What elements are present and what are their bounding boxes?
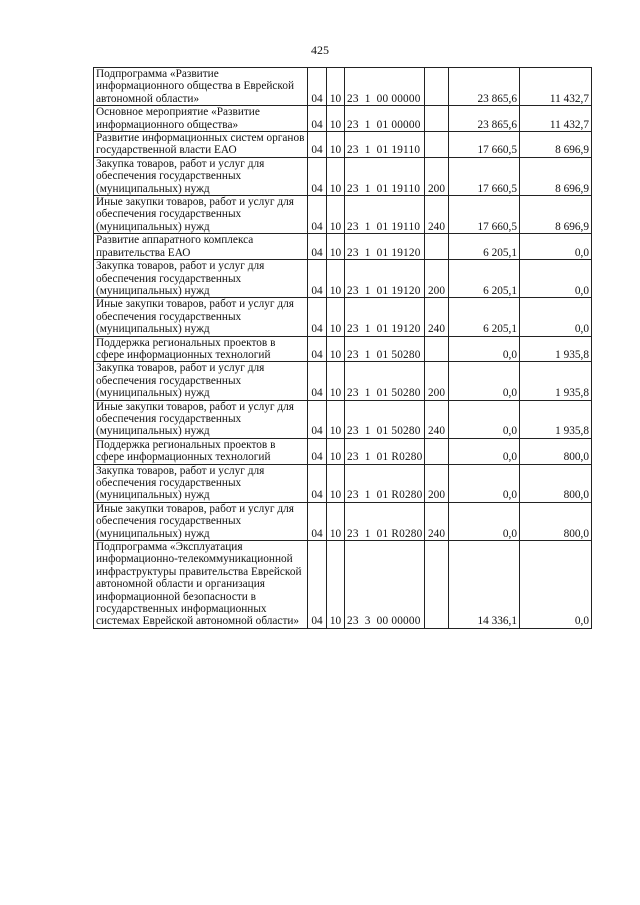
- expense-type-cell: [425, 106, 449, 132]
- table-row: [94, 400, 592, 438]
- row-name-cell: Поддержка региональных проектов в сфере информационных технологий: [94, 336, 308, 362]
- amount-cell-1: 0,0: [449, 362, 520, 400]
- amount-cell-2: 0,0: [520, 298, 592, 336]
- row-name-cell: Развитие информационных систем органов государственной власти ЕАО: [94, 132, 308, 158]
- amount-cell-1: 0,0: [449, 464, 520, 502]
- amount-cell-1: 0,0: [449, 438, 520, 464]
- table-row: [94, 336, 592, 362]
- expense-type-cell: [425, 336, 449, 362]
- row-name-cell: Закупка товаров, работ и услуг для обеспечения государственных (муниципальных) нужд: [94, 464, 308, 502]
- subsection-code-cell: 10: [327, 157, 345, 195]
- amount-cell-2: 1 935,8: [520, 336, 592, 362]
- target-article-cell: 23 1 01 19120: [345, 234, 425, 260]
- amount-cell-2: 800,0: [520, 464, 592, 502]
- target-article-cell: 23 3 00 00000: [345, 541, 425, 629]
- expense-type-cell: 200: [425, 362, 449, 400]
- expense-type-cell: 240: [425, 298, 449, 336]
- section-code-cell: 04: [308, 400, 327, 438]
- row-name-cell: Иные закупки товаров, работ и услуг для обеспечения государственных (муниципальных) нужд: [94, 400, 308, 438]
- amount-cell-2: 8 696,9: [520, 196, 592, 234]
- section-code-cell: 04: [308, 541, 327, 629]
- section-code-cell: 04: [308, 260, 327, 298]
- row-name-cell: Иные закупки товаров, работ и услуг для обеспечения государственных (муниципальных) нужд: [94, 298, 308, 336]
- target-article-cell: 23 1 01 19110: [345, 157, 425, 195]
- table-row: [94, 234, 592, 260]
- budget-table: [93, 67, 592, 629]
- amount-cell-1: 23 865,6: [449, 68, 520, 106]
- page-number: 425: [311, 43, 329, 57]
- target-article-cell: 23 1 01 50280: [345, 400, 425, 438]
- amount-cell-1: 17 660,5: [449, 196, 520, 234]
- section-code-cell: 04: [308, 298, 327, 336]
- subsection-code-cell: 10: [327, 132, 345, 158]
- section-code-cell: 04: [308, 157, 327, 195]
- subsection-code-cell: 10: [327, 234, 345, 260]
- row-name-cell: Развитие аппаратного комплекса правительства ЕАО: [94, 234, 308, 260]
- row-name-cell: Основное мероприятие «Развитие информационного общества»: [94, 106, 308, 132]
- table-row: [94, 502, 592, 540]
- amount-cell-2: 1 935,8: [520, 400, 592, 438]
- subsection-code-cell: 10: [327, 336, 345, 362]
- amount-cell-2: 800,0: [520, 502, 592, 540]
- expense-type-cell: 200: [425, 260, 449, 298]
- amount-cell-1: 6 205,1: [449, 234, 520, 260]
- table-row: [94, 157, 592, 195]
- expense-type-cell: 240: [425, 502, 449, 540]
- section-code-cell: 04: [308, 464, 327, 502]
- target-article-cell: 23 1 01 50280: [345, 362, 425, 400]
- amount-cell-1: 0,0: [449, 502, 520, 540]
- table-row: [94, 196, 592, 234]
- target-article-cell: 23 1 01 R0280: [345, 438, 425, 464]
- target-article-cell: 23 1 01 19110: [345, 196, 425, 234]
- target-article-cell: 23 1 01 19110: [345, 132, 425, 158]
- table-row: [94, 260, 592, 298]
- row-name-cell: Иные закупки товаров, работ и услуг для обеспечения государственных (муниципальных) нужд: [94, 502, 308, 540]
- subsection-code-cell: 10: [327, 68, 345, 106]
- amount-cell-1: 23 865,6: [449, 106, 520, 132]
- target-article-cell: 23 1 01 19120: [345, 260, 425, 298]
- amount-cell-1: 17 660,5: [449, 132, 520, 158]
- amount-cell-2: 11 432,7: [520, 106, 592, 132]
- subsection-code-cell: 10: [327, 106, 345, 132]
- row-name-cell: Иные закупки товаров, работ и услуг для обеспечения государственных (муниципальных) нужд: [94, 196, 308, 234]
- subsection-code-cell: 10: [327, 502, 345, 540]
- section-code-cell: 04: [308, 502, 327, 540]
- row-name-cell: Поддержка региональных проектов в сфере информационных технологий: [94, 438, 308, 464]
- expense-type-cell: 200: [425, 157, 449, 195]
- expense-type-cell: 200: [425, 464, 449, 502]
- table-row: [94, 438, 592, 464]
- amount-cell-1: 6 205,1: [449, 260, 520, 298]
- section-code-cell: 04: [308, 68, 327, 106]
- amount-cell-1: 0,0: [449, 336, 520, 362]
- table-body: [94, 68, 592, 629]
- expense-type-cell: 240: [425, 196, 449, 234]
- amount-cell-2: 8 696,9: [520, 132, 592, 158]
- section-code-cell: 04: [308, 132, 327, 158]
- amount-cell-1: 14 336,1: [449, 541, 520, 629]
- section-code-cell: 04: [308, 234, 327, 260]
- table-row: [94, 362, 592, 400]
- amount-cell-2: 11 432,7: [520, 68, 592, 106]
- section-code-cell: 04: [308, 106, 327, 132]
- subsection-code-cell: 10: [327, 464, 345, 502]
- target-article-cell: 23 1 01 00000: [345, 106, 425, 132]
- amount-cell-1: 0,0: [449, 400, 520, 438]
- row-name-cell: Закупка товаров, работ и услуг для обеспечения государственных (муниципальных) нужд: [94, 157, 308, 195]
- subsection-code-cell: 10: [327, 362, 345, 400]
- table-row: [94, 298, 592, 336]
- table-row: [94, 132, 592, 158]
- section-code-cell: 04: [308, 336, 327, 362]
- amount-cell-2: 0,0: [520, 541, 592, 629]
- expense-type-cell: [425, 234, 449, 260]
- subsection-code-cell: 10: [327, 196, 345, 234]
- amount-cell-2: 0,0: [520, 260, 592, 298]
- subsection-code-cell: 10: [327, 400, 345, 438]
- section-code-cell: 04: [308, 438, 327, 464]
- row-name-cell: Закупка товаров, работ и услуг для обеспечения государственных (муниципальных) нужд: [94, 362, 308, 400]
- target-article-cell: 23 1 00 00000: [345, 68, 425, 106]
- target-article-cell: 23 1 01 19120: [345, 298, 425, 336]
- amount-cell-1: 6 205,1: [449, 298, 520, 336]
- table-row: [94, 541, 592, 629]
- expense-type-cell: [425, 68, 449, 106]
- amount-cell-1: 17 660,5: [449, 157, 520, 195]
- amount-cell-2: 800,0: [520, 438, 592, 464]
- row-name-cell: Подпрограмма «Эксплуатация информационно-телекоммуникационной инфраструктуры правительства Еврейской автономной области и организация информационной безопасности в государственных информационных системах Еврейской автономной области»: [94, 541, 308, 629]
- amount-cell-2: 1 935,8: [520, 362, 592, 400]
- table-row: [94, 464, 592, 502]
- table-row: [94, 106, 592, 132]
- target-article-cell: 23 1 01 50280: [345, 336, 425, 362]
- target-article-cell: 23 1 01 R0280: [345, 464, 425, 502]
- amount-cell-2: 0,0: [520, 234, 592, 260]
- table-row: [94, 68, 592, 106]
- target-article-cell: 23 1 01 R0280: [345, 502, 425, 540]
- row-name-cell: Подпрограмма «Развитие информационного общества в Еврейской автономной области»: [94, 68, 308, 106]
- expense-type-cell: [425, 132, 449, 158]
- expense-type-cell: 240: [425, 400, 449, 438]
- amount-cell-2: 8 696,9: [520, 157, 592, 195]
- subsection-code-cell: 10: [327, 298, 345, 336]
- row-name-cell: Закупка товаров, работ и услуг для обеспечения государственных (муниципальных) нужд: [94, 260, 308, 298]
- section-code-cell: 04: [308, 196, 327, 234]
- subsection-code-cell: 10: [327, 260, 345, 298]
- expense-type-cell: [425, 541, 449, 629]
- expense-type-cell: [425, 438, 449, 464]
- subsection-code-cell: 10: [327, 438, 345, 464]
- section-code-cell: 04: [308, 362, 327, 400]
- subsection-code-cell: 10: [327, 541, 345, 629]
